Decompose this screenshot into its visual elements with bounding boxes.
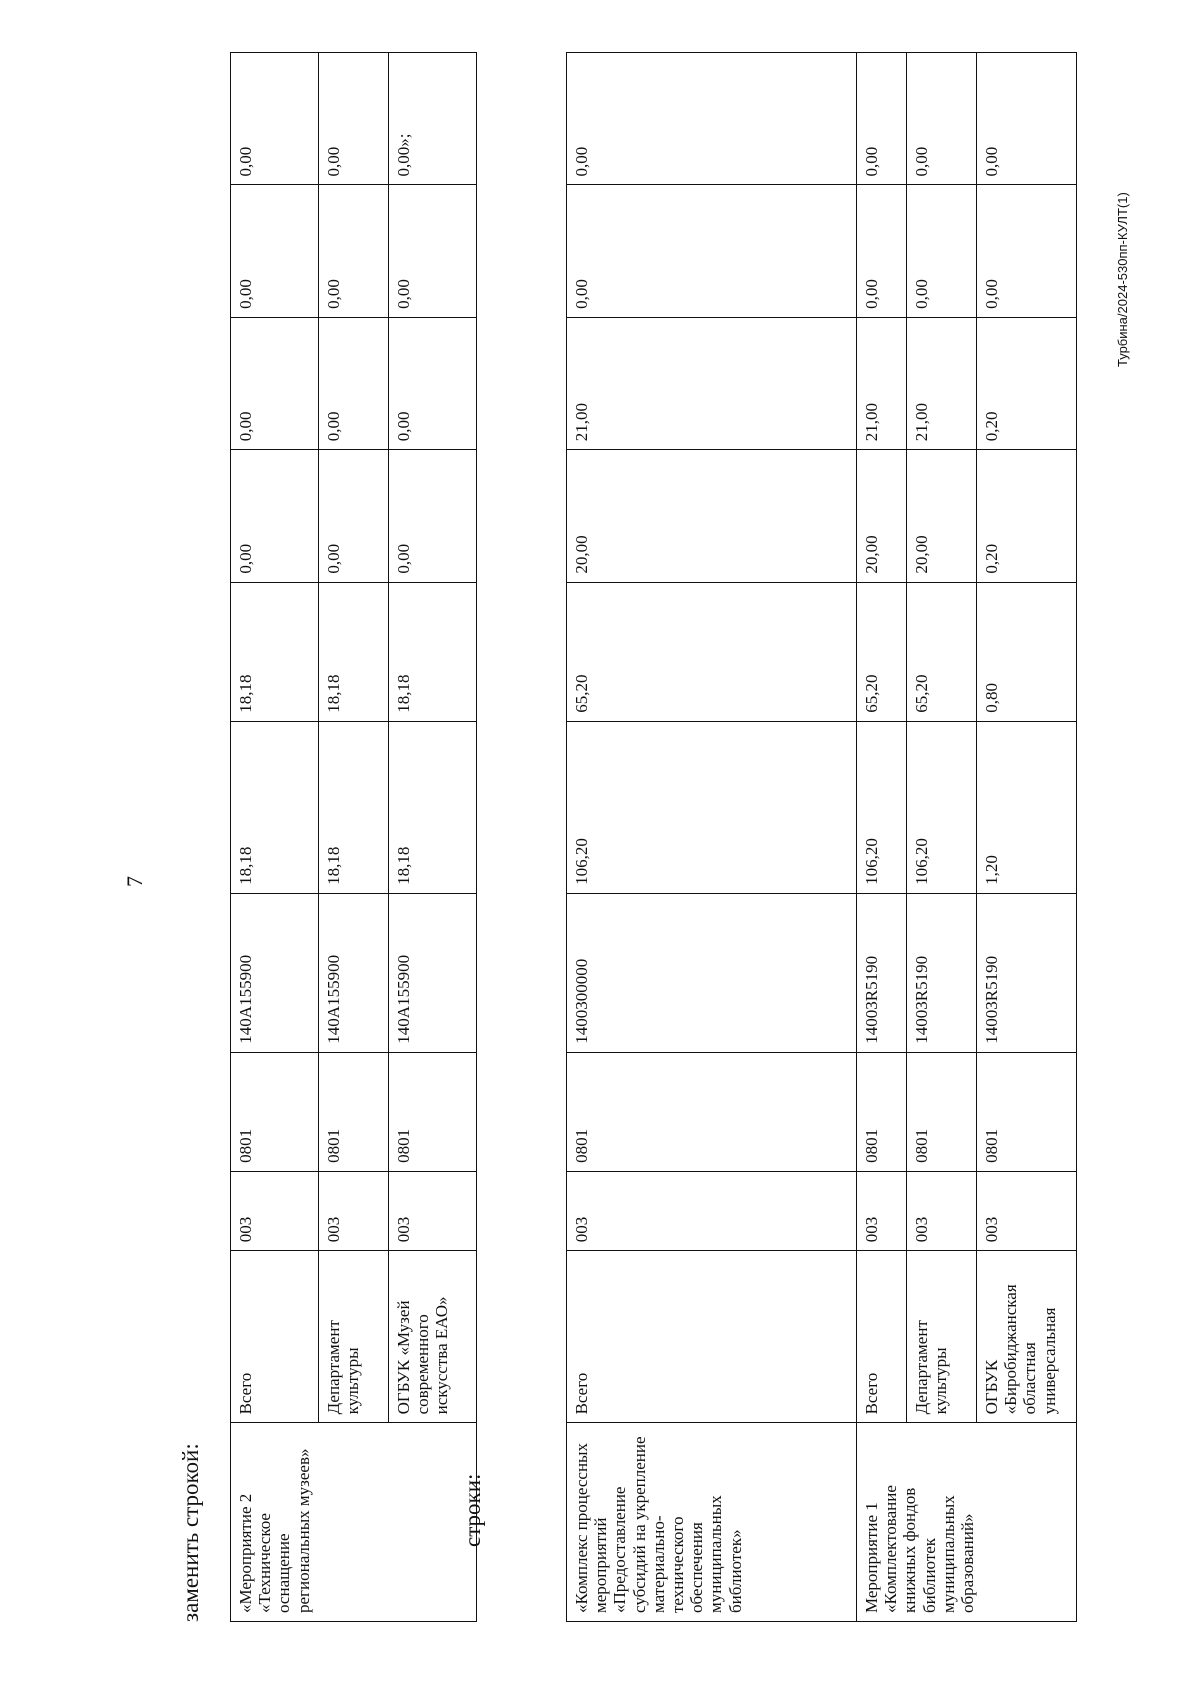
executor-cell: Всего [857,1251,907,1423]
amount-cell: 21,00 [907,317,977,449]
code-cell: 003 [977,1171,1077,1250]
target-item-cell: 140A155900 [389,893,477,1052]
code-cell: 003 [857,1171,907,1250]
amount-cell: 65,20 [907,582,977,721]
executor-cell: ОГБУК «Музей современного искусства ЕАО» [389,1251,477,1423]
replace-with-label: заменить строкой: [178,1443,203,1622]
amount-cell: 18,18 [231,582,319,721]
amount-cell: 18,18 [319,721,389,893]
table-row [319,53,389,1622]
event-name-cell: «Комплекс процессных мероприятий «Предоставление субсидий на укрепление материально-технического обеспечения муниципальных библиотек» [567,1423,857,1622]
event-name-cell: Мероприятие 1 «Комплектование книжных фондов библиотек муниципальных образований» [857,1423,1077,1622]
target-item-cell: 14003R5190 [907,893,977,1052]
amount-cell: 18,18 [319,582,389,721]
amount-cell: 21,00 [567,317,857,449]
target-item-cell: 140A155900 [231,893,319,1052]
amount-cell: 0,00 [319,450,389,582]
executor-cell: Департамент культуры [319,1251,389,1423]
code-cell: 003 [319,1171,389,1250]
amount-cell: 0,00 [389,450,477,582]
section-cell: 0801 [977,1052,1077,1171]
code-cell: 003 [231,1171,319,1250]
table-row [567,53,857,1622]
table-row [857,53,907,1622]
amount-cell: 18,18 [231,721,319,893]
amount-cell: 0,00 [389,185,477,317]
event-name-cell: «Мероприятие 2 «Техническое оснащение региональных музеев» [231,1423,477,1622]
target-item-cell: 14003R5190 [977,893,1077,1052]
amount-cell: 0,00 [319,317,389,449]
amount-cell: 0,00 [977,53,1077,186]
amount-cell: 106,20 [857,721,907,893]
section-cell: 0801 [231,1052,319,1171]
amount-cell: 65,20 [567,582,857,721]
amount-cell: 20,00 [567,450,857,582]
code-cell: 003 [907,1171,977,1250]
code-cell: 003 [389,1171,477,1250]
amount-cell: 20,00 [857,450,907,582]
amount-cell: 0,00 [857,185,907,317]
amount-cell: 0,00 [907,53,977,186]
amount-cell: 0,00 [567,185,857,317]
amount-cell: 0,00 [231,450,319,582]
target-item-cell: 140A155900 [319,893,389,1052]
amount-cell: 20,00 [907,450,977,582]
section-cell: 0801 [389,1052,477,1171]
executor-cell: Всего [567,1251,857,1423]
amount-cell: 106,20 [567,721,857,893]
replacement-table [230,52,477,1622]
document-code-footer: Турбина/2024-530пп-КУЛТ(1) [1115,192,1130,367]
amount-cell: 0,20 [977,317,1077,449]
amount-cell: 1,20 [977,721,1077,893]
section-cell: 0801 [907,1052,977,1171]
source-rows-table [566,52,1077,1622]
executor-cell: ОГБУК «Биробиджанская областная универсальная [977,1251,1077,1423]
executor-cell: Департамент культуры [907,1251,977,1423]
page-number: 7 [122,876,147,887]
amount-cell: 0,00 [231,53,319,186]
amount-cell: 0,00 [567,53,857,186]
amount-cell: 0,00 [857,53,907,186]
amount-cell: 0,00 [319,53,389,186]
table-row [977,53,1077,1622]
amount-cell: 18,18 [389,721,477,893]
amount-cell: 18,18 [389,582,477,721]
amount-cell: 0,20 [977,450,1077,582]
table-row [231,53,319,1622]
amount-cell: 0,00 [231,185,319,317]
amount-cell: 0,00 [907,185,977,317]
amount-cell: 0,00»; [389,53,477,186]
amount-cell: 106,20 [907,721,977,893]
executor-cell: Всего [231,1251,319,1423]
amount-cell: 0,00 [231,317,319,449]
amount-cell: 21,00 [857,317,907,449]
section-cell: 0801 [567,1052,857,1171]
table-row [389,53,477,1622]
code-cell: 003 [567,1171,857,1250]
target-item-cell: 1400300000 [567,893,857,1052]
amount-cell: 0,00 [319,185,389,317]
amount-cell: 0,00 [389,317,477,449]
table-row [907,53,977,1622]
section-cell: 0801 [857,1052,907,1171]
amount-cell: 0,00 [977,185,1077,317]
rows-label: строки: [460,1473,485,1547]
target-item-cell: 14003R5190 [857,893,907,1052]
amount-cell: 65,20 [857,582,907,721]
amount-cell: 0,80 [977,582,1077,721]
section-cell: 0801 [319,1052,389,1171]
